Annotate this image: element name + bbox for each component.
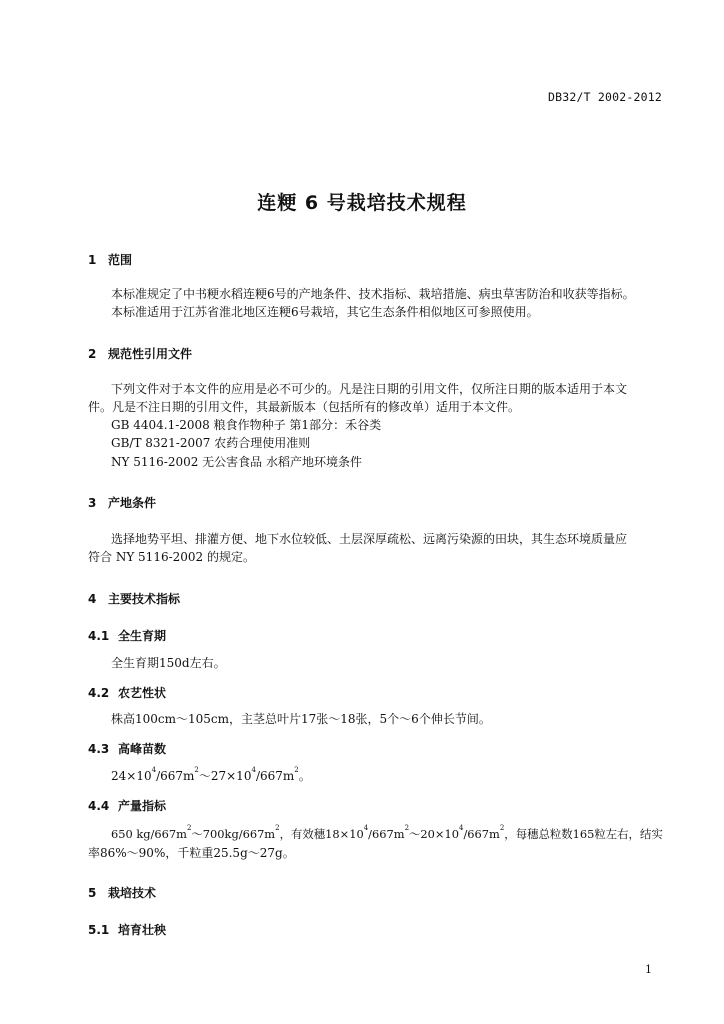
subsection-4-3-heading (88, 740, 166, 757)
standard-code: DB32/T 2002-2012 (548, 90, 662, 104)
superscript: 4 (458, 824, 464, 832)
paragraph (111, 767, 311, 785)
text-run: ～20×10 (409, 827, 459, 841)
text-run: 24×10 (111, 769, 152, 783)
section-title: 产地条件 (108, 496, 157, 510)
subsection-number: 4.1 (88, 629, 110, 643)
superscript: 2 (194, 766, 199, 774)
section-number: 1 (88, 253, 97, 267)
section-5-heading (88, 884, 156, 901)
text-run: /667m (368, 827, 405, 841)
text-run: 650 kg/667m (111, 827, 187, 841)
section-title: 主要技术指标 (108, 592, 181, 606)
superscript: 2 (499, 824, 505, 832)
subsection-5-1-heading (88, 921, 166, 938)
text-run: ，每穗总粒数165粒左右，结实 (504, 827, 663, 841)
paragraph: 选择地势平坦、排灌方便、地下水位较低、土层深厚疏松、远离污染源的田块，其生态环境质量应 (111, 532, 628, 546)
section-number: 3 (88, 496, 97, 510)
subsection-number: 5.1 (88, 923, 110, 937)
subsection-4-1-heading (88, 627, 166, 644)
section-number: 2 (88, 347, 97, 361)
section-number: 5 (88, 886, 97, 900)
paragraph: 件。凡是不注日期的引用文件，其最新版本（包括所有的修改单）适用于本文件。 (88, 400, 521, 414)
superscript: 4 (363, 824, 369, 832)
document-title: 连粳 6 号栽培技术规程 (257, 192, 467, 214)
section-3-heading (88, 494, 156, 511)
section-title: 范围 (108, 253, 133, 267)
paragraph: 株高100cm～105cm，主茎总叶片17张～18张，5个～6个伸长节间。 (111, 712, 491, 726)
subsection-number: 4.4 (88, 799, 110, 813)
text-run: 。 (298, 769, 311, 783)
superscript: 4 (151, 766, 157, 774)
superscript: 2 (186, 824, 192, 832)
subsection-number: 4.3 (88, 742, 110, 756)
paragraph (111, 825, 663, 843)
subsection-title: 高峰苗数 (118, 742, 167, 756)
section-1-heading (88, 251, 132, 268)
text-run: /667m (156, 769, 195, 783)
subsection-4-2-heading (88, 684, 166, 701)
text-run: ，有效穗18×10 (279, 827, 364, 841)
superscript: 2 (294, 766, 299, 774)
superscript: 2 (404, 824, 410, 832)
subsection-title: 农艺性状 (118, 686, 167, 700)
page-number: 1 (645, 963, 652, 976)
paragraph: 本标准适用于江苏省淮北地区连粳6号栽培，其它生态条件相似地区可参照使用。 (111, 305, 539, 319)
paragraph: 符合 NY 5116-2002 的规定。 (88, 550, 255, 564)
superscript: 2 (275, 824, 280, 832)
subsection-title: 产量指标 (118, 799, 167, 813)
paragraph: 下列文件对于本文件的应用是必不可少的。凡是注日期的引用文件，仅所注日期的版本适用于本文 (111, 382, 628, 396)
text-run: /667m (255, 769, 295, 783)
subsection-4-4-heading (88, 797, 166, 814)
paragraph: 全生育期150d左右。 (111, 656, 226, 670)
section-number: 4 (88, 592, 97, 606)
section-title: 栽培技术 (108, 886, 157, 900)
subsection-title: 全生育期 (118, 629, 167, 643)
section-title: 规范性引用文件 (108, 347, 193, 361)
section-4-heading (88, 590, 180, 607)
subsection-title: 培育壮秧 (118, 923, 167, 937)
subsection-number: 4.2 (88, 686, 110, 700)
text-run: ～700kg/667m (191, 827, 276, 841)
paragraph: 本标准规定了中书粳水稻连粳6号的产地条件、技术指标、栽培措施、病虫草害防治和收获等指标。 (111, 287, 635, 301)
reference-item: NY 5116-2002 无公害食品 水稻产地环境条件 (111, 455, 362, 469)
text-run: /667m (463, 827, 500, 841)
section-2-heading (88, 345, 192, 362)
superscript: 4 (251, 766, 256, 774)
text-run: ～27×10 (198, 769, 252, 783)
reference-item: GB/T 8321-2007 农药合理使用准则 (111, 436, 311, 450)
reference-item: GB 4404.1-2008 粮食作物种子 第1部分：禾谷类 (111, 418, 382, 432)
paragraph: 率86%～90%，千粒重25.5g～27g。 (88, 846, 295, 860)
